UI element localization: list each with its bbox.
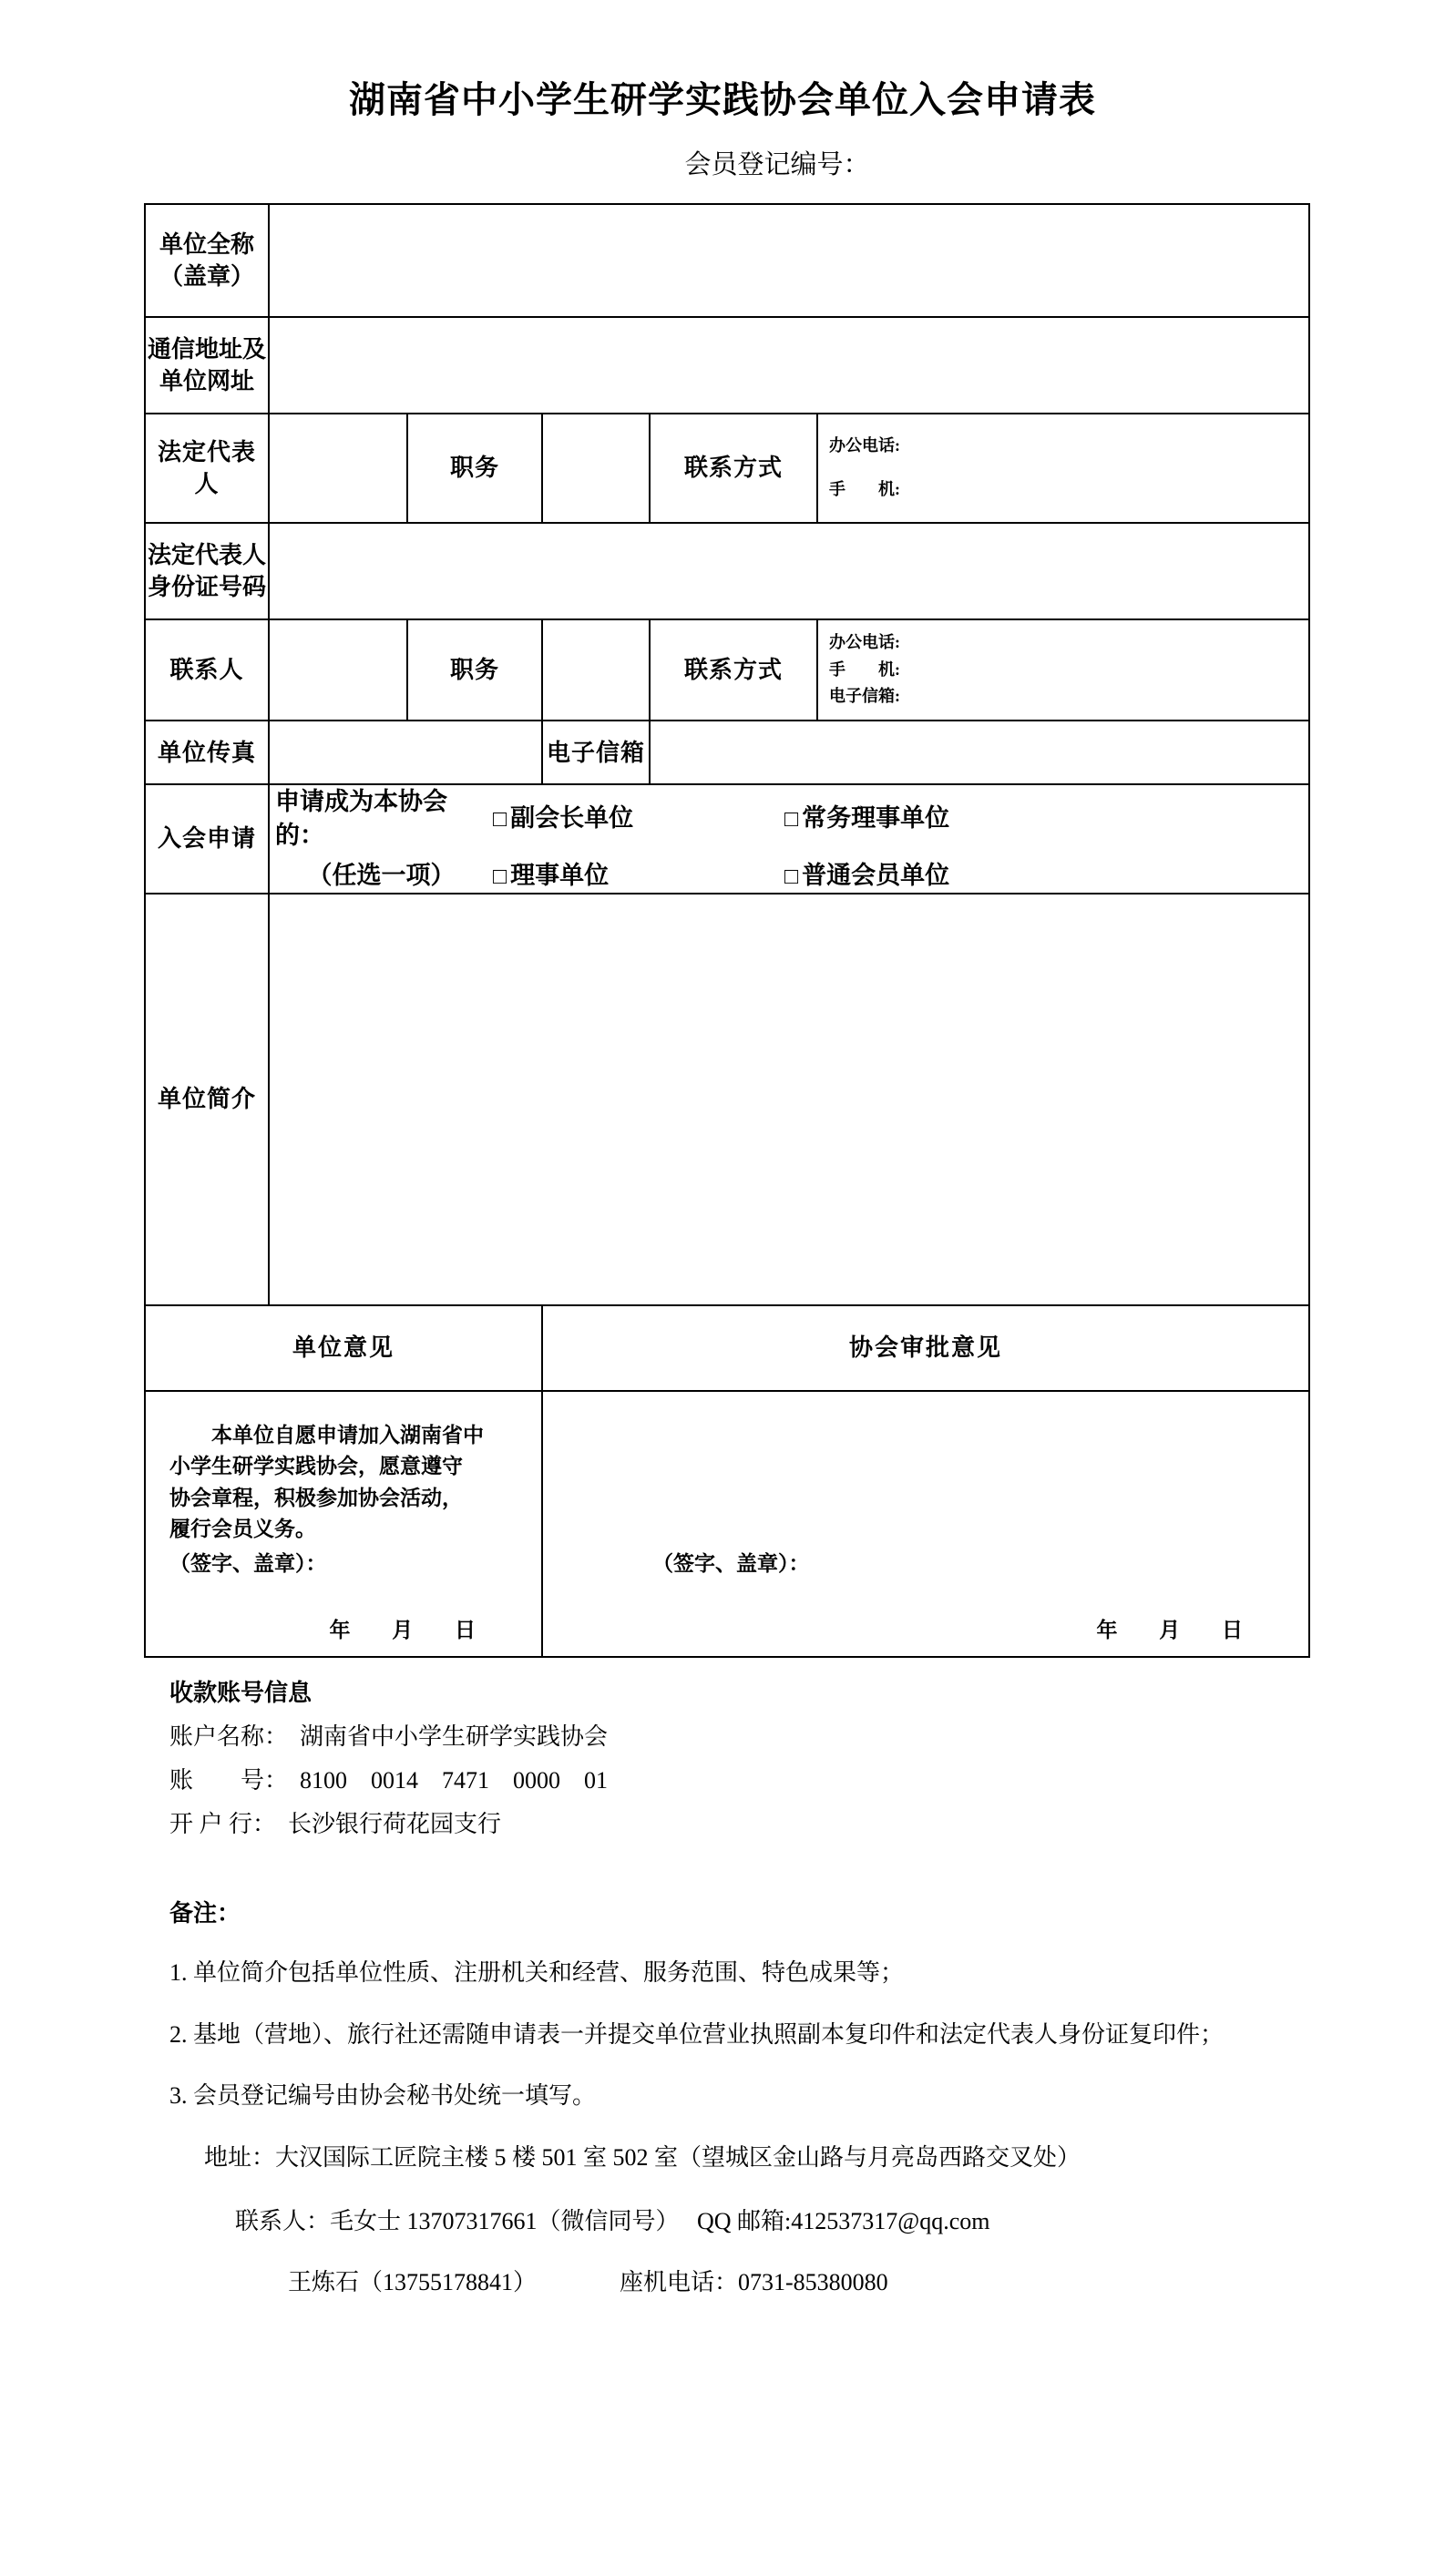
address-label-line1: 通信地址及 (147, 335, 266, 363)
apply-prompt-line2: （任选一项） (307, 862, 456, 890)
declaration-text (146, 1404, 541, 1546)
checkbox-vice-chair-unit[interactable] (493, 802, 784, 835)
unit-name-input[interactable] (269, 204, 1309, 317)
legal-rep-mobile-label: 手 机: (829, 479, 900, 498)
registration-number-label: 会员登记编号： (684, 150, 870, 179)
unit-name-label (145, 204, 269, 317)
unit-date-year: 年 (329, 1618, 353, 1641)
legal-rep-id-label (145, 523, 269, 619)
fax-input[interactable] (269, 721, 542, 784)
page-title: 湖南省中小学生研学实践协会单位入会申请表 (349, 79, 1096, 120)
bank-info-section (0, 1658, 1445, 1856)
address-label-line2: 单位网址 (159, 367, 254, 394)
contact-person-contact-label: 联系方式 (650, 619, 817, 721)
association-signature-label: （签字、盖章）： (652, 1551, 810, 1575)
unit-date-line (146, 1578, 541, 1644)
note-item-1: 1. 单位简介包括单位性质、注册机关和经营、服务范围、特色成果等； (169, 1958, 905, 1986)
checkbox-ordinary-member-unit[interactable] (784, 859, 1308, 893)
contact-person-office-phone-label: 办公电话: (829, 632, 900, 651)
application-form-table (144, 203, 1310, 1658)
unit-signature-label: （签字、盖章）： (169, 1551, 327, 1575)
unit-name-label-line2: （盖章） (159, 262, 254, 290)
unit-intro-label: 单位简介 (145, 894, 269, 1305)
contact-person-label: 联系人 (145, 619, 269, 721)
table-row-legal-rep (145, 414, 1309, 523)
table-row-contact-person (145, 619, 1309, 721)
association-date-day: 日 (1222, 1618, 1245, 1641)
bank-info-title: 收款账号信息 (169, 1679, 313, 1706)
table-row-unit-intro (145, 894, 1309, 1305)
association-date-year: 年 (1096, 1618, 1120, 1641)
association-opinion-body[interactable] (542, 1391, 1309, 1657)
contact-person-contact-stack (818, 620, 1308, 720)
association-date-month: 月 (1159, 1618, 1183, 1641)
contact-person-mobile-label: 手 机: (829, 659, 900, 679)
checkbox-vice-chair-unit-label: 副会长单位 (510, 804, 634, 833)
declaration-line4: 履行会员义务。 (169, 1518, 316, 1541)
legal-rep-label: 法定代表人 (145, 414, 269, 523)
address-label (145, 317, 269, 414)
association-date-line (543, 1578, 1308, 1644)
contact-person-contact-cell[interactable] (817, 619, 1309, 721)
legal-rep-id-label-line1: 法定代表人 (147, 541, 266, 568)
association-contact-line-2: 王炼石（13755178841） 座机电话：0731-85380080 (288, 2268, 888, 2295)
table-row-legal-rep-id (145, 523, 1309, 619)
fax-label: 单位传真 (145, 721, 269, 784)
bank-account-name: 账户名称： 湖南省中小学生研学实践协会 (169, 1722, 609, 1750)
unit-name-label-line1: 单位全称 (159, 230, 254, 258)
unit-opinion-body[interactable] (145, 1391, 542, 1657)
unit-intro-input[interactable] (269, 894, 1309, 1305)
contact-person-position-label: 职务 (407, 619, 542, 721)
table-row-opinion-headers (145, 1305, 1309, 1391)
unit-date-month: 月 (392, 1618, 415, 1641)
legal-rep-id-input[interactable] (269, 523, 1309, 619)
declaration-line1: 本单位自愿申请加入湖南省中 (211, 1423, 484, 1446)
association-opinion-header: 协会审批意见 (542, 1305, 1309, 1391)
notes-section (0, 1856, 1445, 2297)
declaration-line3: 协会章程，积极参加协会活动， (169, 1486, 463, 1509)
table-row-opinion-bodies (145, 1391, 1309, 1657)
declaration-line2: 小学生研学实践协会，愿意遵守 (169, 1455, 463, 1478)
membership-options-cell (269, 784, 1309, 894)
membership-options-grid (270, 785, 1308, 893)
contact-person-name-input[interactable] (269, 619, 407, 721)
legal-rep-id-label-line2: 身份证号码 (147, 573, 266, 600)
membership-apply-label: 入会申请 (145, 784, 269, 894)
legal-rep-name-input[interactable] (269, 414, 407, 523)
association-address: 地址：大汉国际工匠院主楼 5 楼 501 室 502 室（望城区金山路与月亮岛西路交叉处） (204, 2143, 1081, 2171)
table-row-unit-name (145, 204, 1309, 317)
association-contact-line-1: 联系人：毛女士 13707317661（微信同号） QQ 邮箱:412537317@qq.com (235, 2207, 990, 2234)
legal-rep-contact-stack (818, 415, 1308, 521)
table-row-fax-email (145, 721, 1309, 784)
legal-rep-position-label: 职务 (407, 414, 542, 523)
checkbox-standing-director-unit-label: 常务理事单位 (802, 804, 950, 833)
legal-rep-position-input[interactable] (542, 414, 650, 523)
application-form-wrapper (0, 181, 1445, 1658)
bank-account-number: 账 号： 8100 0014 7471 0000 01 (169, 1766, 609, 1794)
email-input[interactable] (650, 721, 1309, 784)
table-row-address (145, 317, 1309, 414)
notes-heading: 备注： (169, 1899, 241, 1927)
unit-opinion-header: 单位意见 (145, 1305, 542, 1391)
checkbox-director-unit[interactable] (493, 859, 784, 893)
note-item-3: 3. 会员登记编号由协会秘书处统一填写。 (169, 2082, 597, 2110)
address-input[interactable] (269, 317, 1309, 414)
bank-branch: 开 户 行： 长沙银行荷花园支行 (169, 1810, 502, 1837)
legal-rep-contact-cell[interactable] (817, 414, 1309, 523)
checkbox-ordinary-member-unit-label: 普通会员单位 (802, 862, 950, 890)
table-row-membership-apply (145, 784, 1309, 894)
unit-date-day: 日 (455, 1618, 477, 1641)
legal-rep-office-phone-label: 办公电话: (829, 436, 900, 455)
email-label: 电子信箱 (542, 721, 650, 784)
apply-prompt-line1: 申请成为本协会的： (275, 788, 447, 849)
legal-rep-contact-label: 联系方式 (650, 414, 817, 523)
note-item-2: 2. 基地（营地）、旅行社还需随申请表一并提交单位营业执照副本复印件和法定代表人身份证复印件； (169, 2020, 1225, 2048)
contact-person-position-input[interactable] (542, 619, 650, 721)
checkbox-director-unit-label: 理事单位 (510, 862, 610, 890)
checkbox-standing-director-unit[interactable] (784, 802, 1308, 835)
contact-person-email-label: 电子信箱: (829, 687, 900, 706)
